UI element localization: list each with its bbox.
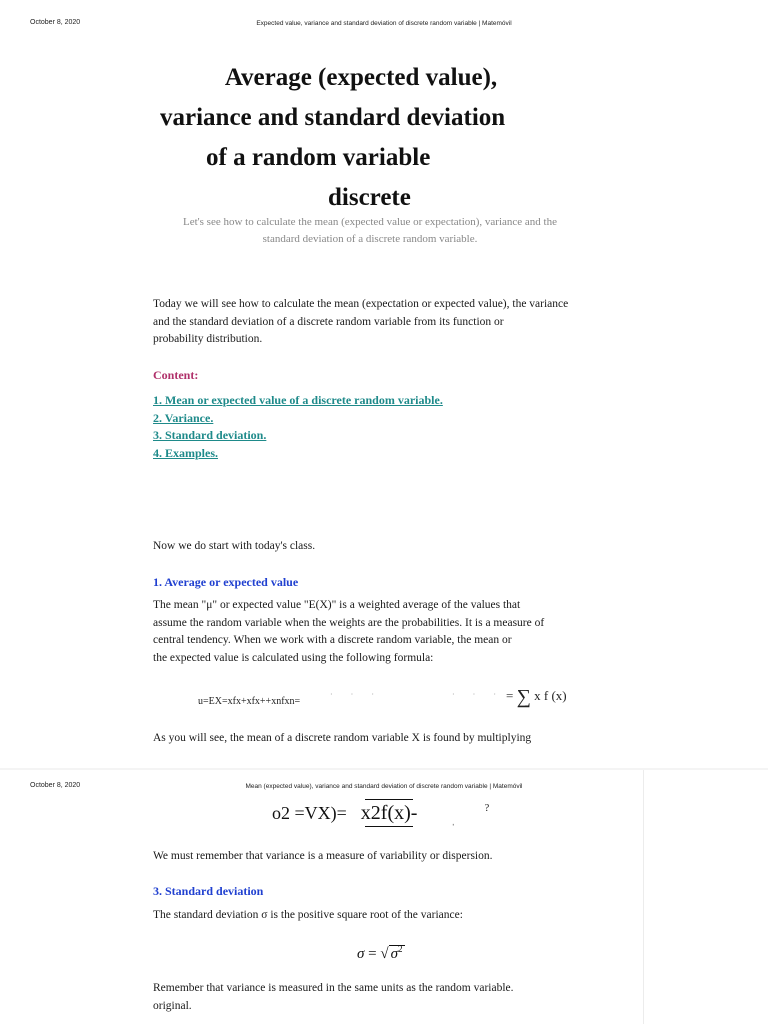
sd-inner: σ xyxy=(390,946,399,962)
subtitle-line-2: standard deviation of a discrete random variable. xyxy=(262,233,478,245)
section-1-line-2: assume the random variable when the weights are the probabilities. It is a measure of xyxy=(153,616,545,629)
remember-line-2: original. xyxy=(153,999,192,1012)
page-title xyxy=(150,58,560,218)
toc-link-variance[interactable]: 2. Variance. xyxy=(153,410,214,425)
intro-line-1: Today we will see how to calculate the mean (expectation or expected value), the variance xyxy=(153,298,569,310)
title-line-4: discrete xyxy=(328,184,411,211)
mean-formula-right xyxy=(506,686,567,709)
sigma-icon: ∑ xyxy=(516,686,531,708)
subtitle-line-1: Let's see how to calculate the mean (expected value or expectation), variance and the xyxy=(183,216,557,228)
section-1-line-4: the expected value is calculated using the following formula: xyxy=(153,651,434,664)
title-line-1: Average (expected value), xyxy=(224,64,498,91)
header-date: October 8, 2020 xyxy=(30,19,81,26)
section-1-heading: 1. Average or expected value xyxy=(153,575,299,589)
section-1-paragraph xyxy=(153,597,593,667)
table-of-contents xyxy=(153,392,443,462)
sd-eq: = xyxy=(368,946,377,962)
variance-formula-mark: ? xyxy=(484,803,490,814)
mean-formula-left: u=EX=xfx+xfx++xnfxn= xyxy=(198,696,301,707)
header-title: Expected value, variance and standard deviation of discrete random variable | Matemóvil xyxy=(256,20,512,27)
title-line-3: of a random variable xyxy=(206,144,431,171)
closing-line: As you will see, the mean of a discrete random variable X is found by multiplying xyxy=(153,732,532,744)
sd-exponent: 2 xyxy=(398,944,403,954)
section-3-text: The standard deviation σ is the positive square root of the variance: xyxy=(153,909,463,921)
subtitle xyxy=(150,214,590,248)
remember-line-1: Remember that variance is measured in the same units as the random variable. xyxy=(153,982,514,994)
title-line-2: variance and standard deviation xyxy=(160,104,506,131)
toc-link-mean[interactable]: 1. Mean or expected value of a discrete random variable. xyxy=(153,393,443,407)
section-3-heading: 3. Standard deviation xyxy=(153,884,264,898)
formula-artifact: · · · xyxy=(452,690,504,699)
content-label: Content: xyxy=(153,368,199,382)
intro-line-2: and the standard deviation of a discrete random variable from its function or xyxy=(153,315,504,328)
variance-formula-term: x2f(x)- xyxy=(360,802,418,824)
formula-artifact: · · · xyxy=(330,690,382,699)
variance-formula xyxy=(272,802,489,826)
remember-paragraph xyxy=(153,980,593,1015)
standard-deviation-formula xyxy=(357,944,405,963)
square-root-icon: √ xyxy=(380,946,389,962)
variance-formula-left: o2 =VX)= xyxy=(272,803,347,823)
intro-line-3: probability distribution. xyxy=(153,333,263,345)
variance-note: We must remember that variance is a measure of variability or dispersion. xyxy=(153,850,493,862)
toc-link-standard-deviation[interactable]: 3. Standard deviation. xyxy=(153,428,267,442)
intro-paragraph xyxy=(153,296,593,349)
page-border xyxy=(643,770,644,1024)
mean-formula-expr: x f (x) xyxy=(534,688,567,703)
section-1-line-1: The mean "μ" or expected value "E(X)" is a weighted average of the values that xyxy=(153,599,521,611)
start-text: Now we do start with today's class. xyxy=(153,540,316,552)
mean-formula-eq: = xyxy=(506,688,514,703)
sd-sigma: σ xyxy=(357,946,365,962)
header-title: Mean (expected value), variance and standard deviation of discrete random variable | Matemóvil xyxy=(245,783,523,790)
variance-formula-tail: ˌ xyxy=(451,815,455,826)
toc-link-examples[interactable]: 4. Examples. xyxy=(153,445,219,460)
section-1-line-3: central tendency. When we work with a discrete random variable, the mean or xyxy=(153,634,512,646)
header-date: October 8, 2020 xyxy=(30,782,81,789)
